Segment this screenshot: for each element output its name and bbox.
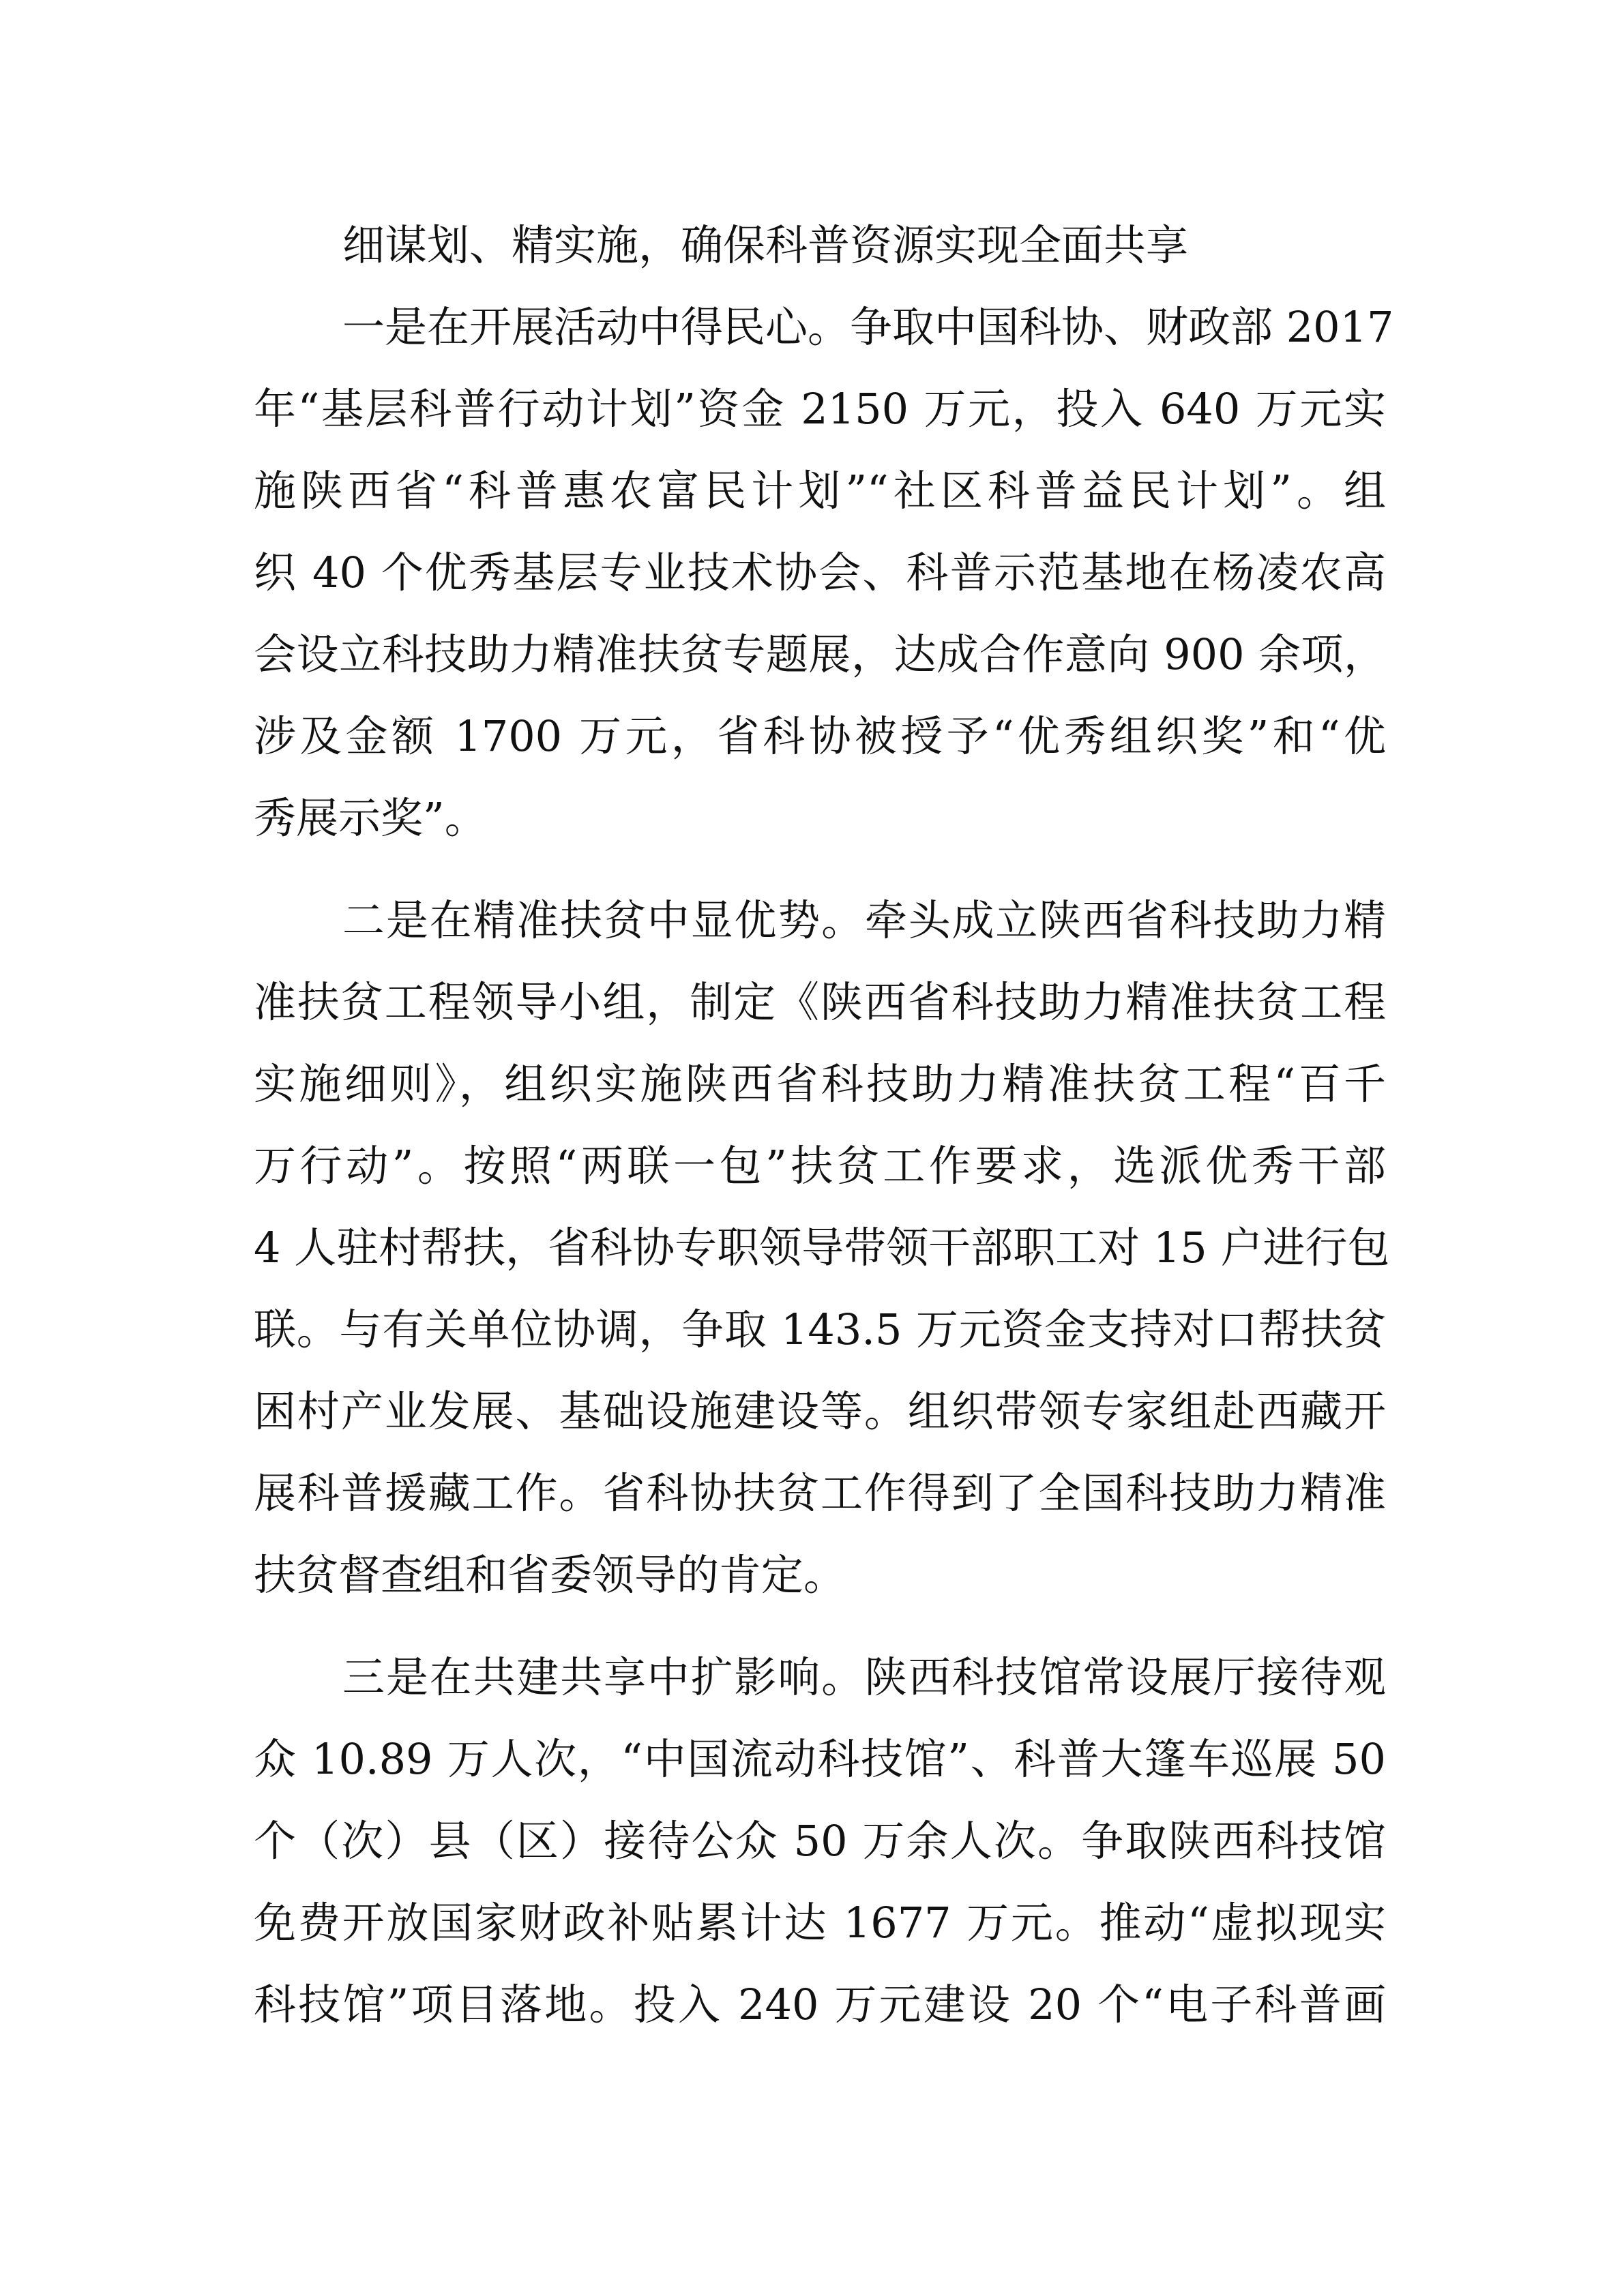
paragraph-1-line-5: 会设立科技助力精准扶贫专题展，达成合作意向 900 余项，: [254, 629, 1386, 679]
paragraph-2-line-2: 准扶贫工程领导小组，制定《陕西省科技助力精准扶贫工程: [254, 977, 1386, 1027]
paragraph-2-line-4: 万行动”。按照“两联一包”扶贫工作要求，选派优秀干部: [254, 1141, 1386, 1191]
paragraph-2-line-5: 4 人驻村帮扶，省科协专职领导带领干部职工对 15 户进行包: [254, 1223, 1390, 1272]
paragraph-2-line-3: 实施细则》，组织实施陕西省科技助力精准扶贫工程“百千: [254, 1059, 1386, 1109]
paragraph-2-line-6: 联。与有关单位协调，争取 143.5 万元资金支持对口帮扶贫: [254, 1304, 1386, 1354]
section-heading-line: 细谋划、精实施，确保科普资源实现全面共享: [342, 220, 1189, 270]
paragraph-3-line-3: 个（次）县（区）接待公众 50 万余人次。争取陕西科技馆: [254, 1816, 1386, 1866]
paragraph-1-line-7: 秀展示奖”。: [254, 793, 487, 843]
paragraph-3-line-4: 免费开放国家财政补贴累计达 1677 万元。推动“虚拟现实: [254, 1898, 1386, 1948]
paragraph-3-line-1: 三是在共建共享中扩影响。陕西科技馆常设展厅接待观: [342, 1652, 1386, 1702]
paragraph-3-line-2: 众 10.89 万人次，“中国流动科技馆”、科普大篷车巡展 50: [254, 1734, 1386, 1784]
paragraph-2-line-7: 困村产业发展、基础设施建设等。组织带领专家组赴西藏开: [254, 1386, 1386, 1436]
paragraph-1-line-1: 一是在开展活动中得民心。争取中国科协、财政部 2017: [342, 302, 1394, 352]
paragraph-1-line-4: 织 40 个优秀基层专业技术协会、科普示范基地在杨凌农高: [254, 548, 1386, 597]
paragraph-3-line-5: 科技馆”项目落地。投入 240 万元建设 20 个“电子科普画: [254, 1980, 1386, 2029]
paragraph-1-line-2: 年“基层科普行动计划”资金 2150 万元，投入 640 万元实: [254, 384, 1386, 434]
paragraph-2-line-9: 扶贫督查组和省委领导的肯定。: [254, 1550, 846, 1600]
paragraph-1-line-3: 施陕西省“科普惠农富民计划”“社区科普益民计划”。组: [254, 466, 1386, 516]
paragraph-2-line-1: 二是在精准扶贫中显优势。牵头成立陕西省科技助力精: [342, 895, 1386, 945]
paragraph-1-line-6: 涉及金额 1700 万元，省科协被授予“优秀组织奖”和“优: [254, 711, 1386, 761]
paragraph-2-line-8: 展科普援藏工作。省科协扶贫工作得到了全国科技助力精准: [254, 1468, 1386, 1518]
